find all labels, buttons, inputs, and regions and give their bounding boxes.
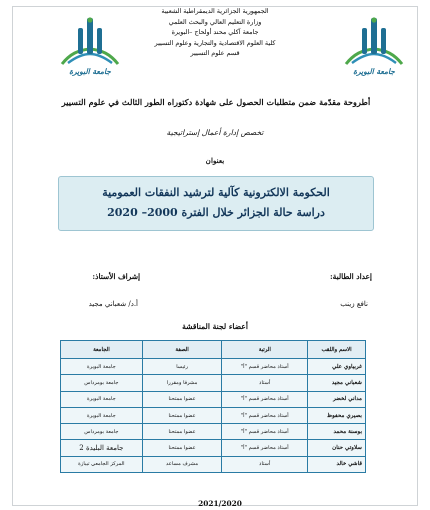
university-logo-icon [340,14,408,66]
logo-brand-text: جامعة البويرة [69,67,111,76]
member-university: جامعة البويرة [61,359,143,375]
column-header-role: الصفة [142,341,222,359]
member-rank: أستاذ [222,456,308,472]
header-line: قسم علوم التسيير [190,49,240,57]
table-row [61,375,366,391]
member-university: جامعة البليدة 2 [61,440,143,456]
title-label: بعنوان [205,156,225,165]
member-rank: أستاذ محاضر قسم "أ" [222,424,308,440]
table-row [61,456,366,472]
supervisor-name: أ.د/ شعباني مجيد [88,300,138,308]
table-row [61,424,366,440]
member-role: رئيسا [142,359,222,375]
member-role: عضوا ممتحنا [142,440,222,456]
table-header-row [61,341,366,359]
column-header-rank: الرتبة [222,341,308,359]
member-university: جامعة البويرة [61,391,143,407]
committee-title: أعضاء لجنة المناقشة [182,322,248,331]
member-university: جامعة بومرداس [61,375,143,391]
academic-year: 2021/2020 [198,499,242,508]
university-logo-left [56,14,124,84]
member-university: المركز الجامعي تيبازة [61,456,143,472]
table-row [61,407,366,423]
committee-table [60,340,366,473]
member-name: غربياوي علي [308,359,366,375]
header-line: وزارة التعليم العالي والبحث العلمي [168,17,262,26]
member-rank: أستاذ محاضر قسم "أ" [222,391,308,407]
supervisor-label: إشراف الأستاذ: [92,272,140,281]
header-line: كلية العلوم الاقتصادية والتجارية وعلوم التسيير [154,38,276,47]
thesis-title-box [58,176,374,231]
thesis-title-line1: الحكومة الالكترونية كآلية لترشيد النفقات العمومية [102,186,330,199]
specialization: تخصص إدارة أعمال إستراتيجية [166,128,264,137]
student-name: نافع زينب [340,300,368,308]
university-logo-right [340,14,408,84]
ministry-header [110,6,320,59]
member-rank: أستاذ محاضر قسم "أ" [222,359,308,375]
column-header-name: الاسم واللقب [308,341,366,359]
member-role: عضوا ممتحنا [142,391,222,407]
member-name: شعباني مجيد [308,375,366,391]
thesis-title-line2: دراسة حالة الجزائر خلال الفترة 2000– 2020 [107,206,325,219]
member-role: مشرفا ومقررا [142,375,222,391]
table-row [61,391,366,407]
member-role: مشرف مساعد [142,456,222,472]
member-name: سلاوتي حنان [308,440,366,456]
thesis-statement: أطروحة مقدّمة ضمن متطلبات الحصول على شهادة دكتوراه الطور الثالث في علوم التسيير [61,97,371,107]
member-name: بوسنة محمد [308,424,366,440]
header-line: جامعة آكلي محند أولحاج –البويرة [171,28,259,36]
member-name: قاشي خالد [308,456,366,472]
column-header-university: الجامعة [61,341,143,359]
member-rank: أستاذ محاضر قسم "أ" [222,440,308,456]
table-row [61,359,366,375]
member-rank: أستاذ [222,375,308,391]
member-name: مداني لخضر [308,391,366,407]
header-line: الجمهورية الجزائرية الديمقراطية الشعبية [161,7,269,15]
member-role: عضوا ممتحنا [142,424,222,440]
member-rank: أستاذ محاضر قسم "أ" [222,407,308,423]
member-role: عضوا ممتحنا [142,407,222,423]
student-label: إعداد الطالبة: [329,272,372,281]
table-row [61,440,366,456]
member-university: جامعة البويرة [61,407,143,423]
member-university: جامعة بومرداس [61,424,143,440]
member-name: بصيري محفوظ [308,407,366,423]
university-logo-icon [56,14,124,66]
logo-brand-text: جامعة البويرة [353,67,395,76]
